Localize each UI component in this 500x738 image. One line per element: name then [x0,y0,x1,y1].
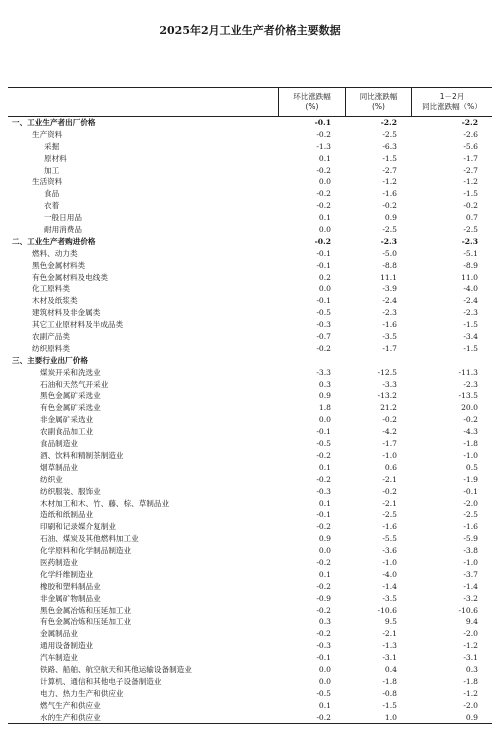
ytd-value: -2.7 [463,165,478,175]
yoy-value: -3.5 [382,332,397,342]
mom-value: -0.2 [316,474,331,484]
row-label: 加工 [44,165,60,175]
mom-value: -0.2 [316,581,331,591]
row-label: 黑色金属冶炼和压延加工业 [40,605,132,615]
row-label: 非金属矿物制品业 [40,593,101,603]
table-bottom-rule [8,723,492,724]
ytd-value: -3.7 [463,569,478,579]
mom-value: 0.1 [318,700,331,710]
row-label: 造纸和纸制品业 [40,510,94,520]
row-label: 通用设备制造业 [40,641,94,651]
header-ytd-line2: 同比涨跌幅（%） [422,102,482,111]
table-row [8,295,492,307]
table-row [8,688,492,700]
table-row [8,390,492,402]
ytd-value: -5.1 [463,248,478,258]
ytd-value: -2.3 [461,236,478,246]
row-label: 燃气生产和供应业 [40,700,101,710]
table-row [8,498,492,510]
ytd-value: -1.2 [463,177,478,187]
row-label: 食品制造业 [40,439,78,449]
mom-value: -0.5 [316,308,331,318]
table-row [8,426,492,438]
table-row [8,343,492,355]
row-label: 木材加工和木、竹、藤、棕、草制品业 [40,498,170,508]
ytd-value: -1.5 [463,189,478,199]
mom-value: -0.1 [316,296,331,306]
row-label: 采掘 [44,141,60,151]
row-label: 石油和天然气开采业 [40,379,109,389]
yoy-value: -1.3 [382,641,397,651]
ytd-value: -1.2 [463,641,478,651]
ytd-value: -2.6 [463,129,478,139]
table-row [8,664,492,676]
ytd-value: -1.9 [463,474,478,484]
table-row [8,545,492,557]
ytd-value: -4.0 [463,284,478,294]
yoy-value: -1.5 [382,153,397,163]
mom-value: -0.1 [314,118,331,127]
mom-value: 0.2 [318,272,331,282]
row-label: 非金属矿采选业 [40,415,94,425]
mom-value: -0.2 [316,201,331,211]
row-label: 化工原料类 [32,284,70,294]
ytd-value: -2.0 [463,498,478,508]
table-row [8,486,492,498]
row-label: 黑色金属材料类 [32,260,86,270]
ytd-value: 0.7 [465,213,478,223]
mom-value: -0.5 [316,439,331,449]
yoy-value: -3.9 [382,284,397,294]
table-header [8,87,492,117]
row-label: 石油、煤炭及其他燃料加工业 [40,534,139,544]
table-row [8,521,492,533]
mom-value: -0.2 [316,343,331,353]
table-row [8,176,492,188]
yoy-value: -13.2 [377,391,397,401]
yoy-value: -2.5 [382,225,397,235]
ytd-value: -5.9 [463,534,478,544]
ytd-value: -2.5 [463,225,478,235]
row-label: 印刷和记录媒介复制业 [40,522,116,532]
ytd-value: 0.9 [465,712,478,722]
yoy-value: -1.0 [382,450,397,460]
mom-value: 0.0 [318,225,331,235]
category-row [8,355,492,367]
ytd-value: -0.1 [463,486,478,496]
yoy-value: 11.1 [380,272,397,282]
mom-value: -0.1 [316,427,331,437]
row-label: 纺织业 [40,474,63,484]
ytd-value: -13.5 [458,391,478,401]
mom-value: -0.2 [316,629,331,639]
ytd-value: -3.8 [463,546,478,556]
yoy-value: -3.3 [382,379,397,389]
mom-value: 0.1 [318,213,331,223]
table-row [8,557,492,569]
row-label: 农副食品加工业 [40,427,94,437]
row-label: 一般日用品 [44,213,82,223]
yoy-value: -2.1 [382,629,397,639]
row-label: 耐用消费品 [44,225,82,235]
row-label: 计算机、通信和其他电子设备制造业 [40,676,162,686]
ytd-value: -10.6 [458,605,478,615]
mom-value: -0.7 [316,332,331,342]
ytd-value: -2.0 [463,700,478,710]
yoy-value: -1.2 [382,177,397,187]
yoy-value: -1.0 [382,557,397,567]
mom-value: -0.9 [316,593,331,603]
mom-value: -0.1 [316,248,331,258]
row-label: 三、主要行业出厂价格 [12,355,88,365]
yoy-value: -1.6 [382,189,397,199]
mom-value: 0.9 [318,534,331,544]
header-mom [278,88,345,116]
mom-value: 0.0 [318,415,331,425]
mom-value: 0.0 [318,177,331,187]
yoy-value: -2.3 [382,308,397,318]
yoy-value: -1.6 [382,320,397,330]
ytd-value: -2.0 [463,629,478,639]
table-row [8,593,492,605]
table-row [8,402,492,414]
mom-value: -0.2 [316,712,331,722]
mom-value: 0.3 [318,617,331,627]
table-row [8,260,492,272]
table-row [8,188,492,200]
header-yoy [345,88,411,116]
table-row [8,533,492,545]
ytd-value: -1.4 [463,581,478,591]
row-label: 一、工业生产者出厂价格 [12,118,96,127]
row-label: 衣着 [44,201,60,211]
header-ytd-line1: 1－2月 [439,92,465,101]
ytd-value: -2.3 [463,379,478,389]
mom-value: -0.2 [316,129,331,139]
mom-value: -0.2 [314,236,331,246]
row-label: 生活资料 [32,177,63,187]
ytd-value: -1.7 [463,153,478,163]
table-row [8,141,492,153]
row-label: 食品 [44,189,60,199]
mom-value: 1.8 [318,403,331,413]
row-label: 二、工业生产者购进价格 [12,236,96,246]
table-row [8,319,492,331]
row-label: 纺织原料类 [32,343,70,353]
ytd-value: -1.8 [463,439,478,449]
yoy-value: -2.5 [382,129,397,139]
row-label: 金属制品业 [40,629,78,639]
table-row [8,272,492,284]
table-row [8,616,492,628]
row-label: 医药制造业 [40,557,78,567]
category-row [8,117,492,129]
header-ytd [411,88,492,116]
table-row [8,450,492,462]
mom-value: 0.1 [318,462,331,472]
table-row [8,367,492,379]
yoy-value: -1.4 [382,581,397,591]
ytd-value: -1.0 [463,557,478,567]
mom-value: 0.0 [318,546,331,556]
ytd-value: -3.2 [463,593,478,603]
table-row [8,569,492,581]
row-label: 黑色金属矿采选业 [40,391,101,401]
table-row [8,652,492,664]
category-row [8,236,492,248]
mom-value: -0.1 [316,260,331,270]
row-label: 有色金属矿采选业 [40,403,101,413]
mom-value: -0.2 [316,522,331,532]
table-row [8,581,492,593]
yoy-value: 0.4 [384,664,397,674]
ytd-value: 0.5 [465,462,478,472]
yoy-value: -0.2 [382,415,397,425]
table-row [8,307,492,319]
ytd-value: -0.2 [463,201,478,211]
row-label: 农副产品类 [32,332,70,342]
ytd-value: -1.8 [463,676,478,686]
yoy-value: -3.6 [382,546,397,556]
yoy-value: -3.5 [382,593,397,603]
page-title: 2025年2月工业生产者价格主要数据 [159,24,341,37]
yoy-value: -2.7 [382,165,397,175]
ytd-value: 0.3 [465,664,478,674]
row-label: 其它工业原材料及半成品类 [32,320,124,330]
mom-value: 0.1 [318,153,331,163]
table-row [8,438,492,450]
yoy-value: 21.2 [380,403,397,413]
yoy-value: -4.0 [382,569,397,579]
table-row [8,224,492,236]
yoy-value: -5.5 [382,534,397,544]
yoy-value: -4.2 [382,427,397,437]
yoy-value: -0.2 [382,201,397,211]
header-yoy-line1: 同比涨跌幅 [359,92,398,101]
ytd-value: -2.3 [463,308,478,318]
row-label: 橡胶和塑料制品业 [40,581,101,591]
row-label: 煤炭开采和洗选业 [40,367,101,377]
row-label: 电力、热力生产和供应业 [40,688,124,698]
yoy-value: 1.0 [384,712,397,722]
yoy-value: -2.1 [382,474,397,484]
mom-value: 0.9 [318,391,331,401]
ytd-value: 9.4 [465,617,478,627]
mom-value: 0.1 [318,569,331,579]
mom-value: -3.3 [316,367,331,377]
mom-value: -0.5 [316,688,331,698]
yoy-value: -10.6 [377,605,397,615]
ytd-value: 11.0 [461,272,478,282]
yoy-value: -1.8 [382,676,397,686]
header-yoy-line2: (%) [372,102,385,111]
yoy-value: -12.5 [377,367,397,377]
table-row [8,628,492,640]
yoy-value: -1.7 [382,439,397,449]
mom-value: -0.2 [316,450,331,460]
yoy-value: -2.1 [382,498,397,508]
header-mom-line1: 环比涨跌幅 [293,92,331,101]
ytd-value: -2.4 [463,296,478,306]
ytd-value: -4.3 [463,427,478,437]
ytd-value: -2.2 [461,118,478,127]
yoy-value: 0.9 [384,213,397,223]
table-row [8,640,492,652]
yoy-value: -2.3 [380,236,397,246]
row-label: 燃料、动力类 [32,248,78,258]
table-row [8,331,492,343]
row-label: 有色金属材料及电线类 [32,272,108,282]
table-row [8,712,492,724]
row-label: 有色金属冶炼和压延加工业 [40,617,132,627]
row-label: 建筑材料及非金属类 [32,308,101,318]
mom-value: -1.3 [316,141,331,151]
ytd-value: -8.9 [463,260,478,270]
mom-value: -0.2 [316,189,331,199]
yoy-value: -0.8 [382,688,397,698]
ytd-value: -1.6 [463,522,478,532]
mom-value: -0.3 [316,320,331,330]
row-label: 烟草制品业 [40,462,78,472]
ytd-value: -5.6 [463,141,478,151]
table-row [8,414,492,426]
ytd-value: -11.3 [458,367,478,377]
yoy-value: 9.5 [384,617,397,627]
ytd-value: -1.5 [463,320,478,330]
row-label: 木材及纸浆类 [32,296,78,306]
ytd-value: 20.0 [461,403,478,413]
row-label: 生产资料 [32,129,63,139]
mom-value: 0.0 [318,664,331,674]
table-row [8,379,492,391]
yoy-value: 0.6 [384,462,397,472]
row-label: 汽车制造业 [40,653,78,663]
row-label: 酒、饮料和精制茶制造业 [40,450,124,460]
mom-value: 0.0 [318,284,331,294]
ytd-value: -3.4 [463,332,478,342]
table-row [8,212,492,224]
table-row [8,153,492,165]
mom-value: -0.2 [316,605,331,615]
table-row [8,676,492,688]
mom-value: 0.0 [318,676,331,686]
row-label: 水的生产和供应业 [40,712,101,722]
mom-value: -0.1 [316,510,331,520]
mom-value: -0.3 [316,641,331,651]
table-row [8,200,492,212]
ytd-value: -0.2 [463,415,478,425]
table-row [8,129,492,141]
yoy-value: -5.0 [382,248,397,258]
ytd-value: -3.1 [463,653,478,663]
ytd-value: -1.0 [463,450,478,460]
yoy-value: -2.2 [380,118,397,127]
row-label: 原材料 [44,153,67,163]
row-label: 铁路、船舶、航空航天和其他运输设备制造业 [40,664,192,674]
ytd-value: -1.5 [463,343,478,353]
table-body [8,117,492,723]
mom-value: 0.3 [318,379,331,389]
table-row [8,509,492,521]
mom-value: -0.1 [316,653,331,663]
price-data-table [8,87,492,724]
yoy-value: -2.5 [382,510,397,520]
yoy-value: -1.5 [382,700,397,710]
table-row [8,605,492,617]
row-label: 化学纤维制造业 [40,569,94,579]
yoy-value: -1.6 [382,522,397,532]
yoy-value: -1.7 [382,343,397,353]
ytd-value: -2.5 [463,510,478,520]
mom-value: -0.2 [316,165,331,175]
table-row [8,283,492,295]
table-row [8,700,492,712]
ytd-value: -1.2 [463,688,478,698]
yoy-value: -8.8 [382,260,397,270]
header-label-column [8,88,278,116]
table-row [8,165,492,177]
mom-value: 0.1 [318,498,331,508]
table-row [8,474,492,486]
yoy-value: -6.3 [382,141,397,151]
table-row [8,462,492,474]
yoy-value: -3.1 [382,653,397,663]
yoy-value: -2.4 [382,296,397,306]
mom-value: -0.2 [316,557,331,567]
row-label: 纺织服装、服饰业 [40,486,101,496]
row-label: 化学原料和化学制品制造业 [40,546,132,556]
table-row [8,248,492,260]
header-mom-line2: (%) [305,102,319,111]
yoy-value: -0.2 [382,486,397,496]
mom-value: -0.3 [316,486,331,496]
